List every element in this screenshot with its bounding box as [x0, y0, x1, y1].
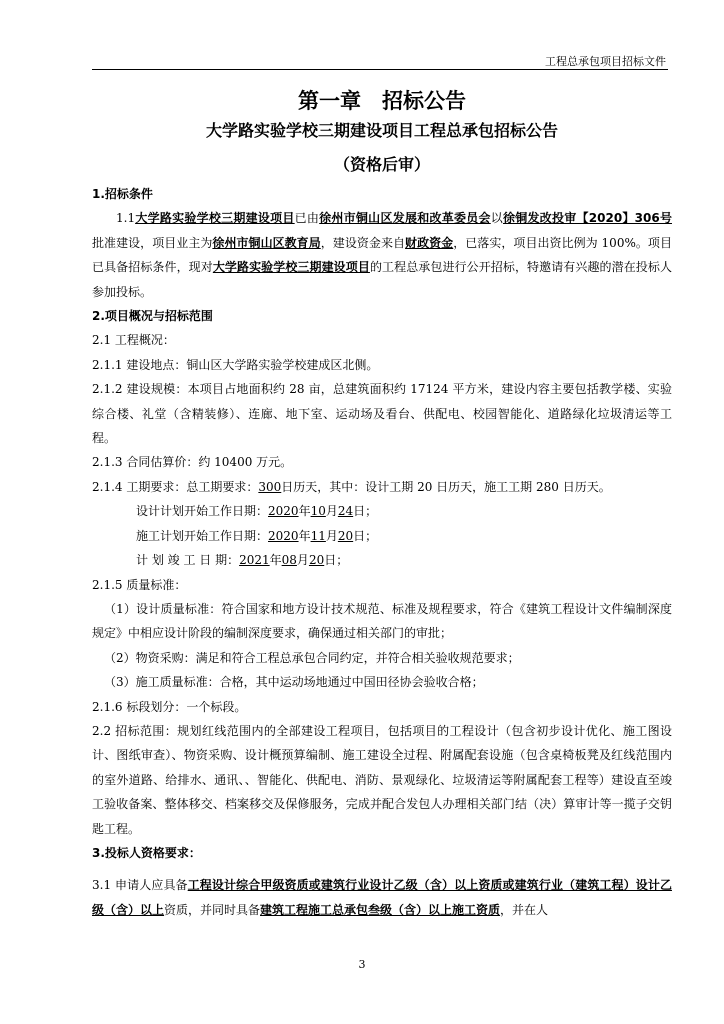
text: 日历天，其中：设计工期 20 日历天，施工工期 280 日历天。 — [281, 479, 611, 494]
project-title: 大学路实验学校三期建设项目工程总承包招标公告 — [205, 121, 558, 140]
text: 的工程总承包进行公开招标，特邀请有兴趣的潜在投标人参加投标。 — [92, 260, 672, 299]
section-1-heading: 1.招标条件 — [92, 187, 153, 201]
text: 年 — [269, 553, 282, 568]
text: 1.1 — [116, 211, 136, 226]
section-2-1-2-paragraph: 2.1.2 建设规模：本项目占地面积约 28 亩，总建筑面积约 17124 平方米，建设内容主要包括教学楼、实验综合楼、礼堂（含精装修）、连廊、地下室、运动场及看台、供配电、校园智能化、道路绿化垃圾清运等工程。 — [92, 382, 672, 446]
day: 20 — [337, 528, 354, 543]
month: 10 — [310, 504, 326, 519]
day: 20 — [308, 553, 325, 568]
text: 月 — [325, 504, 338, 519]
text: 日； — [353, 528, 378, 543]
month: 11 — [310, 528, 326, 543]
section-2-heading: 2.项目概况与招标范围 — [92, 309, 213, 324]
text: 批准建设，项目业主为 — [92, 235, 213, 250]
approval-number: 徐铜发改投审【2020】306号 — [503, 211, 672, 226]
section-2-1-5-line: 2.1.5 质量标准： — [92, 577, 187, 592]
design-qualification: 工程设计综合甲级资质或建筑行业设计乙级（含）以上资质或建筑行业（建筑工程）设计乙级（含）以上 — [92, 878, 672, 917]
finish-date — [92, 548, 672, 572]
section-3-1-paragraph — [92, 873, 672, 922]
section-1-1-paragraph — [92, 206, 672, 304]
text: 月 — [296, 553, 309, 568]
build-start-date — [92, 524, 672, 548]
chapter-title: 第一章 招标公告 — [298, 89, 466, 113]
total-duration: 300 — [258, 479, 282, 494]
header-rule — [92, 69, 668, 70]
text: ，并在人 — [500, 902, 549, 917]
section-2-1-line: 2.1 工程概况： — [92, 333, 175, 348]
fund-source: 财政资金 — [405, 235, 454, 250]
quality-construction: （3）施工质量标准：合格，其中运动场地通过中国田径协会验收合格； — [104, 675, 484, 690]
document-body — [92, 86, 672, 922]
project-name: 大学路实验学校三期建设项目 — [212, 260, 370, 275]
month: 08 — [281, 553, 297, 568]
project-name: 大学路实验学校三期建设项目 — [135, 211, 295, 226]
year: 2020 — [268, 528, 299, 543]
text: 2.1.4 工期要求：总工期要求： — [92, 479, 259, 494]
text: 日； — [353, 504, 378, 519]
section-2-2-paragraph: 2.2 招标范围：规划红线范围内的全部建设工程项目，包括项目的工程设计（包含初步设计优化、施工图设计、图纸审查）、物资采购、设计概预算编制、施工建设全过程、附属配套设施（包含桌椅板凳及红线范围内的室外道路、给排水、通讯、、智能化、供配电、消防、景观绿化、垃圾清运等附属配套工程等）建设直至竣工验收备案、整体移交、档案移交及保修服务，完成并配合发包人办理相关部门结（决）算审计等一揽子交钥匙工程。 — [92, 723, 672, 836]
review-type: （资格后审） — [333, 155, 430, 174]
quality-design: （1）设计质量标准：符合国家和地方设计技术规范、标准及规程要求，符合《建筑工程设计文件编制深度规定》中相应设计阶段的编制深度要求，确保通过相关部门的审批； — [92, 601, 672, 641]
text: 月 — [325, 528, 338, 543]
section-2-1-4-line — [92, 475, 672, 499]
section-3-heading: 3.投标人资格要求： — [92, 845, 201, 860]
text: ，建设资金来自 — [320, 235, 406, 250]
text: ，已落实，项目出资比例为 100%。项目已具备招标条件，现对 — [92, 235, 672, 275]
project-owner: 徐州市铜山区教育局 — [212, 235, 321, 250]
design-start-date — [92, 499, 672, 523]
text: 年 — [298, 504, 311, 519]
label: 施工计划开始工作日期： — [136, 528, 269, 543]
label: 设计计划开始工作日期： — [136, 504, 269, 519]
construction-qualification: 建筑工程施工总承包叁级（含）以上施工资质 — [260, 902, 501, 917]
quality-procurement: （2）物资采购：满足和符合工程总承包合同约定，并符合相关验收规范要求； — [104, 650, 520, 665]
text: 已由 — [294, 211, 320, 226]
text: 年 — [298, 528, 311, 543]
year: 2020 — [268, 504, 299, 519]
page-number: 3 — [358, 958, 366, 971]
approval-authority: 徐州市铜山区发展和改革委员会 — [319, 211, 491, 226]
section-2-1-3-line: 2.1.3 合同估算价：约 10400 万元。 — [92, 455, 293, 470]
text: 3.1 申请人应具备 — [92, 878, 188, 893]
section-2-1-1-line: 2.1.1 建设地点：铜山区大学路实验学校建成区北侧。 — [92, 357, 379, 372]
text: 日； — [324, 553, 349, 568]
day: 24 — [337, 504, 354, 519]
label: 计 划 竣 工 日 期： — [136, 553, 240, 568]
year: 2021 — [239, 553, 270, 568]
running-header: 工程总承包项目招标文件 — [545, 55, 666, 68]
text: 以 — [490, 211, 503, 226]
section-2-1-6-line: 2.1.6 标段划分：一个标段。 — [92, 699, 247, 714]
text: 资质，并同时具备 — [164, 902, 261, 917]
